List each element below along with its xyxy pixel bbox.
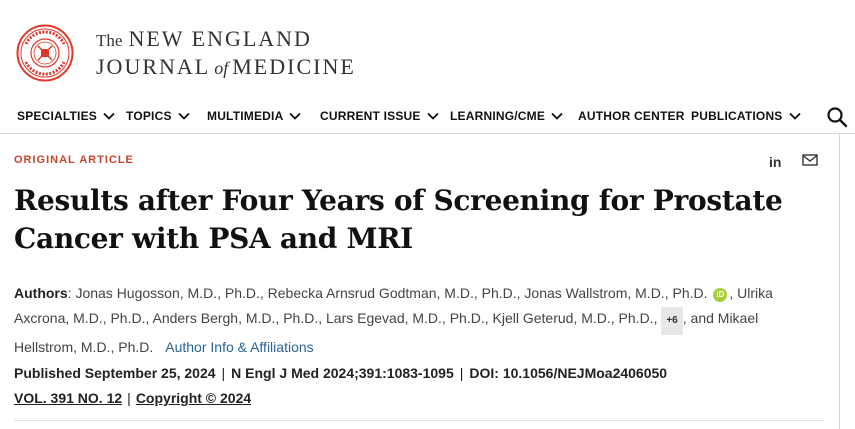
article-title (14, 182, 804, 258)
nav-label: CURRENT ISSUE (320, 109, 421, 123)
authors-text-3: , and Mikael Hellstrom, M.D., Ph.D. (14, 309, 759, 355)
doi: DOI: 10.1056/NEJMoa2406050 (469, 365, 668, 381)
mail-icon (802, 154, 818, 166)
section-divider (14, 420, 824, 421)
article-header (14, 134, 840, 429)
orcid-icon[interactable]: iD (713, 288, 727, 302)
nav-specialties[interactable] (17, 109, 115, 123)
nejm-seal-icon (16, 24, 74, 82)
authors-label: Authors (14, 285, 68, 301)
article-type-label: ORIGINAL ARTICLE (14, 154, 134, 166)
linkedin-icon: in (769, 154, 782, 170)
chevron-down-icon (789, 112, 801, 120)
separator: | (127, 390, 131, 406)
publication-info (14, 365, 667, 381)
journal-name[interactable] (96, 26, 356, 81)
authors-text-1: Jonas Hugosson, M.D., Ph.D., Rebecka Arnsrud Godtman, M.D., Ph.D., Jonas Wallstrom, M.D., Ph.D. (75, 285, 708, 301)
nav-label: TOPICS (126, 109, 172, 123)
citation: N Engl J Med 2024;391:1083-1095 (231, 365, 454, 381)
masthead-line1: NEW ENGLAND (128, 25, 312, 51)
chevron-down-icon (551, 112, 563, 120)
separator: | (459, 365, 464, 381)
published-date: Published September 25, 2024 (14, 365, 216, 381)
nav-author-center[interactable] (578, 109, 685, 123)
chevron-down-icon (103, 112, 115, 120)
masthead-the: The (96, 30, 123, 50)
nav-publications[interactable] (691, 109, 801, 123)
author-affiliations-link[interactable]: Author Info & Affiliations (165, 339, 314, 355)
share-email-button[interactable] (802, 154, 818, 166)
chevron-down-icon (289, 112, 301, 120)
masthead-of: of (214, 57, 229, 78)
masthead-journal: JOURNAL (96, 53, 211, 79)
chevron-down-icon (178, 112, 190, 120)
nav-current-issue[interactable] (320, 109, 439, 123)
nav-multimedia[interactable] (207, 109, 301, 123)
author-list: Authors: Jonas Hugosson, M.D., Ph.D., Rebecka Arnsrud Godtman, M.D., Ph.D., Jonas Wallstrom, M.D., Ph.D. iD , Ulrika Axcrona, M.D., Ph.D., Anders Bergh, M.D., Ph.D., Lars Egevad, M.D., Ph.D., Kjell Geterud, M.D., Ph.D., +6 , and Mikael Hellstrom, M.D., Ph.D. Author Info & Affiliations (14, 285, 773, 355)
title-line-2: Cancer with PSA and MRI (14, 222, 413, 255)
nav-label: PUBLICATIONS (691, 109, 783, 123)
main-nav (0, 102, 855, 134)
masthead[interactable] (16, 22, 356, 84)
nav-learning-cme[interactable] (450, 109, 563, 123)
share-linkedin-button[interactable] (769, 154, 781, 170)
search-icon[interactable] (826, 106, 848, 128)
nav-label: AUTHOR CENTER (578, 109, 685, 123)
show-more-authors-button[interactable]: +6 (661, 307, 682, 336)
nav-label: MULTIMEDIA (207, 109, 284, 123)
copyright-link[interactable]: Copyright © 2024 (135, 390, 252, 406)
masthead-medicine: MEDICINE (232, 53, 356, 79)
chevron-down-icon (427, 112, 439, 120)
volume-issue-link[interactable]: VOL. 391 NO. 12 (14, 390, 123, 406)
title-line-1: Results after Four Years of Screening for Prostate (14, 184, 783, 217)
issue-info (14, 390, 251, 406)
authors-text-2: , Ulrika Axcrona, M.D., Ph.D., Anders Bergh, M.D., Ph.D., Lars Egevad, M.D., Ph.D., Kjell Geterud, M.D., Ph.D., (14, 285, 773, 326)
separator: | (221, 365, 226, 381)
nav-label: LEARNING/CME (450, 109, 546, 123)
nav-label: SPECIALTIES (17, 109, 97, 123)
nav-topics[interactable] (126, 109, 190, 123)
